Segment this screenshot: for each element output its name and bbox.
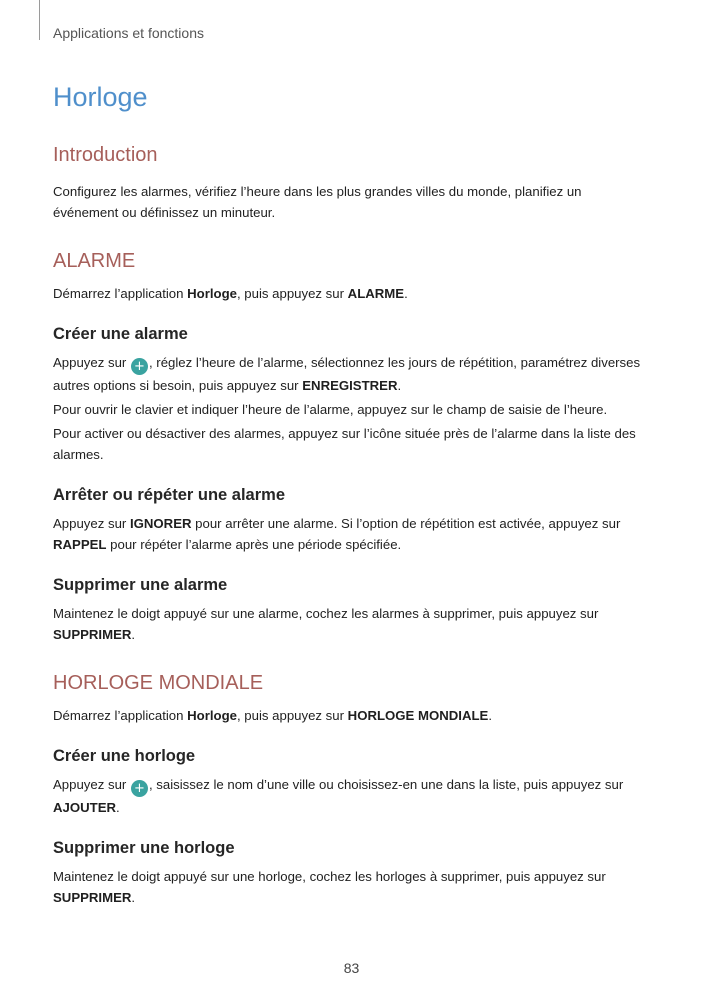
alarme-heading: ALARME [53,250,136,272]
intro-heading: Introduction [53,144,158,166]
delete-alarm-heading: Supprimer une alarme [53,576,228,594]
intro-text: Configurez les alarmes, vérifiez l’heure dans les plus grandes villes du monde, planifiez un événement ou définissez un minuteur. [53,184,582,220]
page-number: 83 [343,960,360,976]
world-clock-launch-text: Démarrez l’application Horloge, puis appuyez sur HORLOGE MONDIALE. [53,708,493,723]
page-content [53,144,653,908]
delete-alarm-text: Maintenez le doigt appuyé sur une alarme, cochez les alarmes à supprimer, puis appuyez sur SUPPRIMER. [53,606,599,642]
section-header: Applications et fonctions [53,25,204,41]
add-icon: + [131,780,148,797]
stop-alarm-heading: Arrêter ou répéter une alarme [53,486,286,504]
create-clock-text: Appuyez sur + , saisissez le nom d’une ville ou choisissez-en une dans la liste, puis appuyez sur AJOUTER. [53,777,624,815]
create-alarm-toggle-tip: Pour activer ou désactiver des alarmes, appuyez sur l’icône située près de l’alarme dans la liste des alarmes. [53,426,636,462]
add-icon: + [131,358,148,375]
create-clock-heading: Créer une horloge [53,747,196,765]
stop-alarm-text: Appuyez sur IGNORER pour arrêter une alarme. Si l’option de répétition est activée, appuyez sur RAPPEL pour répéter l’alarme après une période spécifiée. [53,516,621,552]
alarme-launch-text: Démarrez l’application Horloge, puis appuyez sur ALARME. [53,286,408,301]
delete-clock-heading: Supprimer une horloge [53,839,235,857]
world-clock-heading: HORLOGE MONDIALE [53,672,264,694]
page-title: Horloge [53,82,148,112]
create-alarm-heading: Créer une alarme [53,325,188,343]
header-rule [39,0,40,40]
create-alarm-step: Appuyez sur + , réglez l’heure de l’alarme, sélectionnez les jours de répétition, paramétrez diverses autres options si besoin, puis appuyez sur ENREGISTRER. [53,355,641,393]
delete-clock-text: Maintenez le doigt appuyé sur une horloge, cochez les horloges à supprimer, puis appuyez sur SUPPRIMER. [53,869,606,905]
create-alarm-keyboard-tip: Pour ouvrir le clavier et indiquer l’heure de l’alarme, appuyez sur le champ de saisie de l’heure. [53,402,608,417]
